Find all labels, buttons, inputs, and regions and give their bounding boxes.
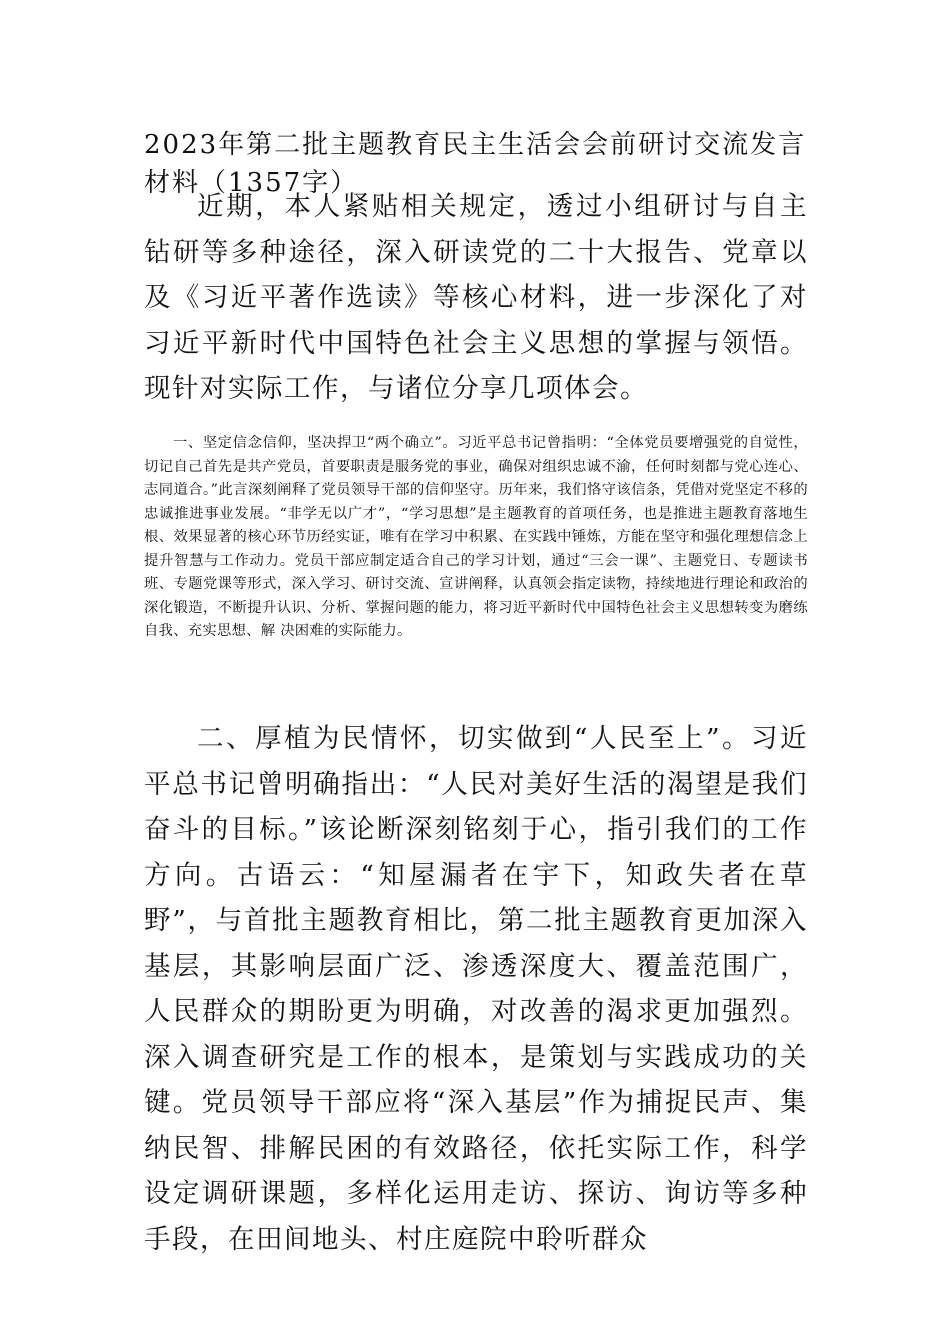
intro-paragraph: 近期，本人紧贴相关规定，透过小组研讨与自主钻研等多种途径，深入研读党的二十大报告、党章以及《习近平著作选读》等核心材料，进一步深化了对习近平新时代中国特色社会主义思想的掌握与领悟。现针对实际工作，与诸位分享几项体会。 bbox=[144, 191, 808, 404]
document-title: 2023年第二批主题教育民主生活会会前研讨交流发言材料（1357字） bbox=[144, 130, 807, 198]
section-one-paragraph: 一、坚定信念信仰，坚决捍卫“两个确立”。习近平总书记曾指明：“全体党员要增强党的自觉性，切记自己首先是共产党员，首要职责是服务党的事业，确保对组织忠诚不渝，任何时刻都与党心连心、志同道合。”此言深刻阐释了党员领导干部的信仰坚守。历年来，我们恪守该信条，凭借对党坚定不移的忠诚推进事业发展。“非学无以广才”，“学习思想”是主题教育的首项任务，也是推进主题教育落地生根、效果显著的核心环节历经实证，唯有在学习中积累、在实践中锤炼，方能在坚守和强化理想信念上提升智慧与工作动力。党员干部应制定适合自己的学习计划，通过“三会一课”、主题党日、专题读书班、专题党课等形式，深入学习、研讨交流、宣讲阐释，认真领会指定读物，持续地进行理论和政治的深化锻造，不断提升认识、分析、掌握问题的能力，将习近平新时代中国特色社会主义思想转变为磨练自我、充实思想、解 决困难的实际能力。 bbox=[144, 435, 808, 639]
section-two-paragraph: 二、厚植为民情怀，切实做到“人民至上”。习近平总书记曾明确指出：“人民对美好生活的渴望是我们奋斗的目标。”该论断深刻铭刻于心，指引我们的工作方向。古语云：“知屋漏者在宇下，知政失者在草野”，与首批主题教育相比，第二批主题教育更加深入基层，其影响层面广泛、渗透深度大、覆盖范围广，人民群众的期盼更为明确，对改善的渴求更加强烈。深入调查研究是工作的根本，是策划与实践成功的关键。党员领导干部应将“深入基层”作为捕捉民声、集纳民智、排解民困的有效路径，依托实际工作，科学设定调研课题，多样化运用走访、探访、询访等多种手段，在田间地头、村庄庭院中聆听群众 bbox=[144, 723, 808, 1255]
